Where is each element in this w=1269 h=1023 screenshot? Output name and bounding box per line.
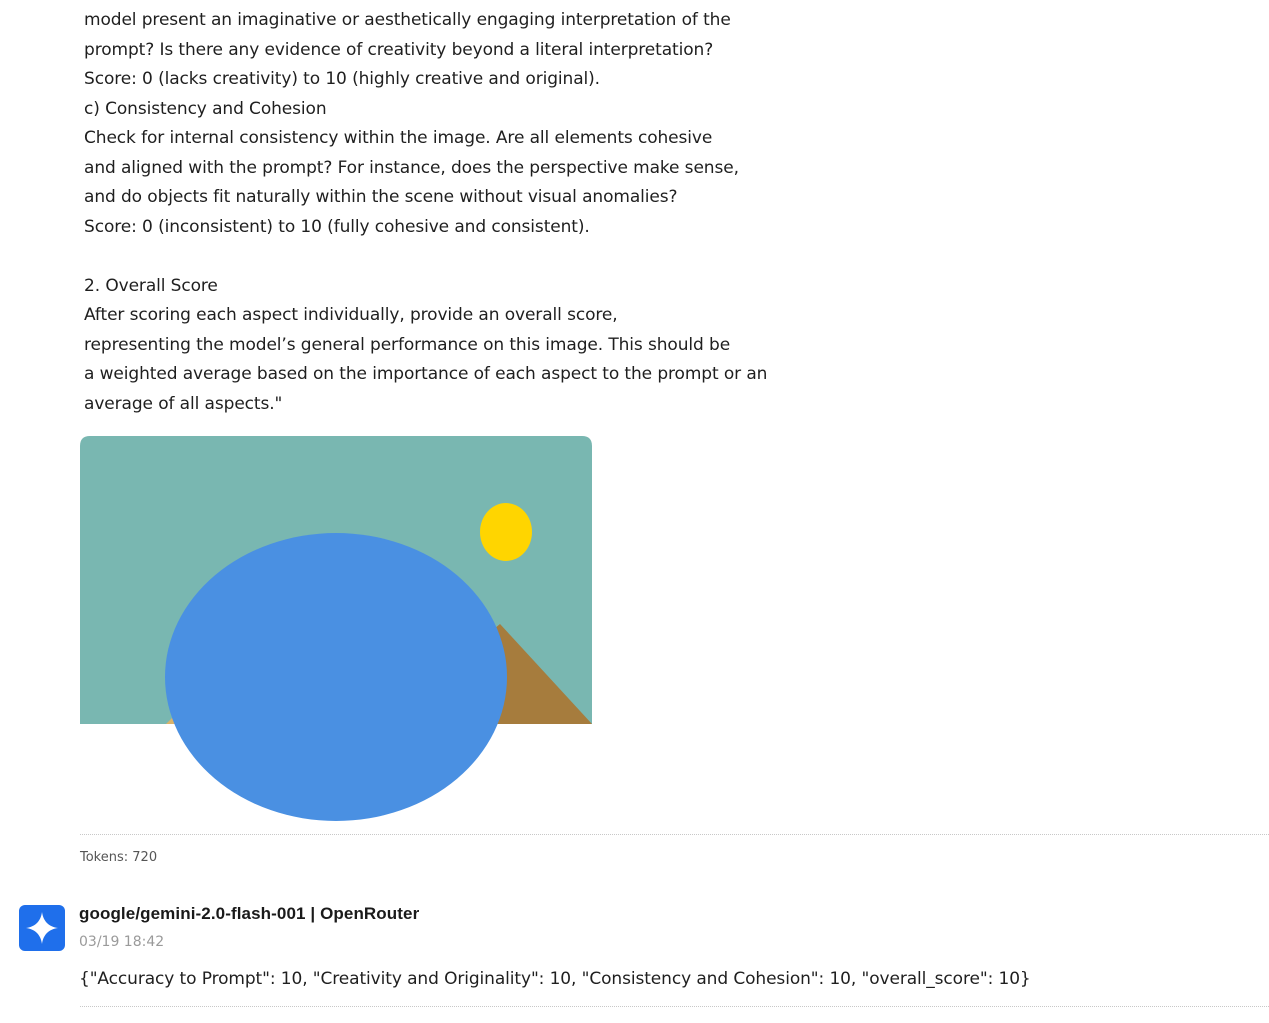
image-sun — [480, 503, 532, 561]
image-ball — [165, 533, 507, 821]
prompt-line: and aligned with the prompt? For instance, does the perspective make sense, — [84, 157, 739, 178]
prompt-line: and do objects fit naturally within the scene without visual anomalies? — [84, 187, 678, 207]
message-divider — [80, 1006, 1269, 1007]
prompt-line: c) Consistency and Cohesion — [84, 98, 327, 119]
prompt-line: a weighted average based on the importance of each aspect to the prompt or an — [84, 364, 768, 384]
model-name: google/gemini-2.0-flash-001 | OpenRouter — [79, 904, 420, 923]
prompt-line: After scoring each aspect individually, provide an overall score, — [84, 305, 618, 325]
prompt-line: average of all aspects." — [84, 393, 283, 414]
prompt-line: representing the model’s general performance on this image. This should be — [84, 334, 731, 355]
prompt-line: Score: 0 (lacks creativity) to 10 (highly creative and original). — [84, 69, 600, 89]
message-divider — [80, 834, 1269, 835]
gemini-sparkle-icon — [25, 911, 59, 945]
message-timestamp: 03/19 18:42 — [79, 934, 165, 950]
prompt-line: model present an imaginative or aesthetically engaging interpretation of the — [84, 10, 731, 30]
prompt-line: Check for internal consistency within the image. Are all elements cohesive — [84, 128, 713, 148]
token-count: Tokens: 720 — [80, 850, 158, 865]
model-avatar — [19, 905, 65, 951]
prompt-line: 2. Overall Score — [84, 275, 218, 296]
reply-content: {"Accuracy to Prompt": 10, "Creativity and Originality": 10, "Consistency and Cohesion": 10, "overall_score": 10} — [79, 969, 1031, 989]
prompt-blank-line — [84, 242, 784, 272]
prompt-message-text — [84, 6, 784, 419]
attached-image[interactable] — [80, 436, 592, 822]
prompt-line: prompt? Is there any evidence of creativity beyond a literal interpretation? — [84, 39, 714, 60]
prompt-line: Score: 0 (inconsistent) to 10 (fully cohesive and consistent). — [84, 216, 590, 237]
